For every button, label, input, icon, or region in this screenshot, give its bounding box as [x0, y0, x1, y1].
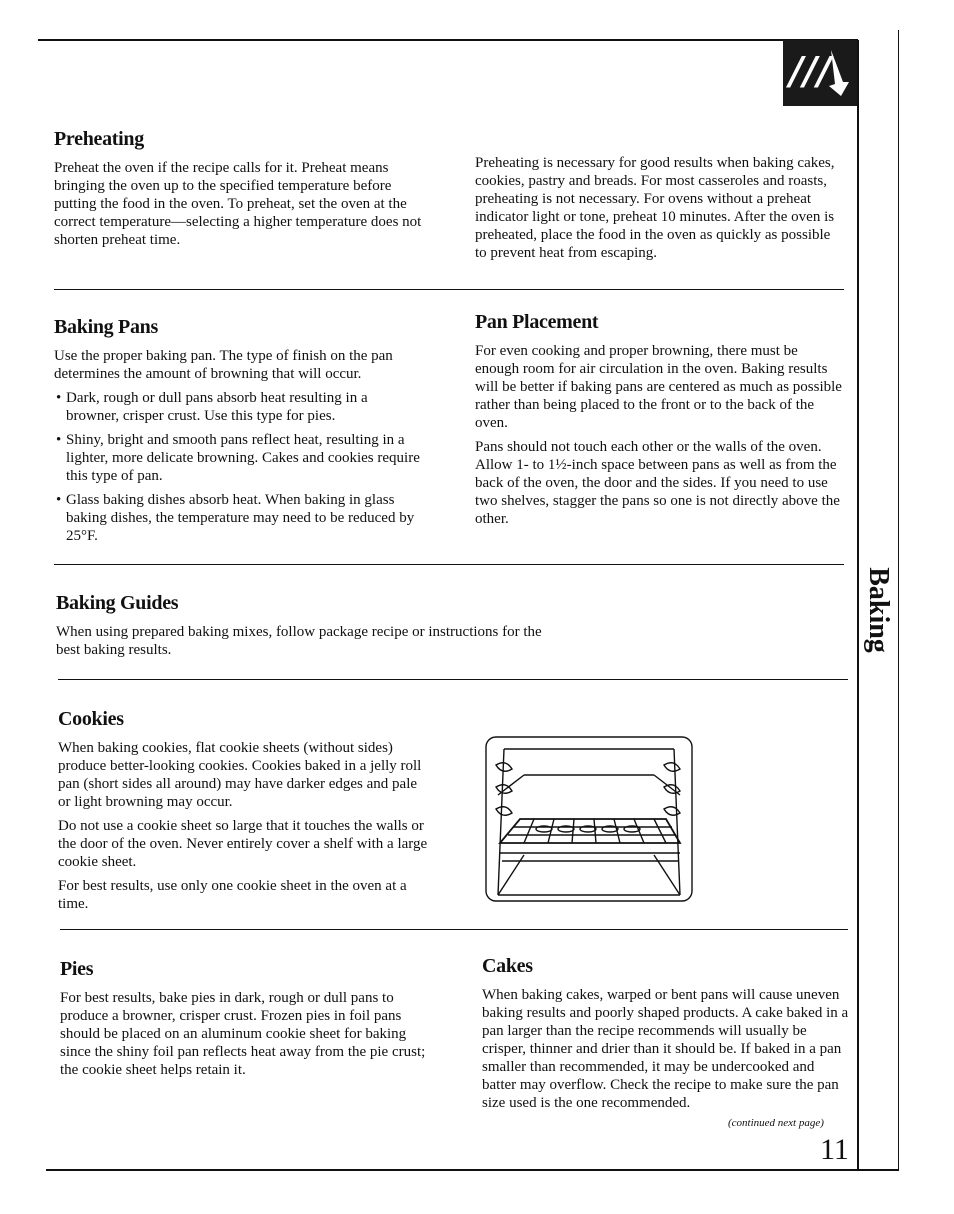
pan-placement-p2: Pans should not touch each other or the walls of the oven. Allow 1- to 1½-inch space between pans as well as from the back of the oven, the door and the sides. If you need to use two shelves, stagger the pans so one is not directly above the other.	[475, 439, 840, 527]
cookies-p3: For best results, use only one cookie sheet in the oven at a time.	[58, 878, 407, 912]
list-item: • Shiny, bright and smooth pans reflect heat, resulting in a lighter, more delicate browning. Cakes and cookies require this type of pan.	[54, 431, 424, 485]
page-number: 11	[820, 1133, 849, 1166]
divider-1	[54, 289, 844, 290]
preheating-left-text: Preheat the oven if the recipe calls for it. Preheat means bringing the oven up to the specified temperature before putting the food in the oven. To preheat, set the oven at the correct temperature—selecting a higher temperature does not shorten preheat time.	[54, 160, 422, 248]
divider-3	[58, 679, 848, 680]
oven-tab-icon	[783, 40, 857, 106]
cakes-text: When baking cakes, warped or bent pans will cause uneven baking results and poorly shaped products. A cake baked in a pan larger than the recipe recommends will usually be crisper, thinner and drier than it should be. If baked in a pan smaller than recommended, it may be undercooked and batter may overflow. Check the recipe to make sure the pan size used is the one recommended.	[482, 987, 849, 1111]
baking-pans-list	[54, 389, 424, 545]
svg-text:///: ///	[789, 48, 831, 93]
side-label-text: Baking	[863, 567, 894, 653]
cakes-title: Cakes	[482, 955, 533, 977]
baking-pans-intro: Use the proper baking pan. The type of finish on the pan determines the amount of browning that will occur.	[54, 348, 393, 382]
cookies-section	[58, 708, 428, 919]
cookies-title: Cookies	[58, 708, 124, 730]
pan-placement-title: Pan Placement	[475, 311, 599, 333]
pies-section	[60, 958, 432, 1085]
cookies-p1: When baking cookies, flat cookie sheets (without sides) produce better-looking cookies. Cookies baked in a jelly roll pan (short sides all around) may have darker edges and pale or light browning may occur.	[58, 740, 422, 810]
preheating-title: Preheating	[54, 128, 144, 150]
preheating-right-text: Preheating is necessary for good results when baking cakes, cookies, pastry and breads. For most casseroles and roasts, preheating is not necessary. For ovens without a preheat indicator light or tone, preheat 10 minutes. After the oven is preheated, place the food in the oven as quickly as possible to prevent heat from escaping.	[475, 155, 835, 261]
list-item: • Glass baking dishes absorb heat. When baking in glass baking dishes, the temperature may need to be reduced by 25°F.	[54, 491, 424, 545]
bottom-rule	[46, 1169, 899, 1171]
divider-2	[54, 564, 844, 565]
pies-text: For best results, bake pies in dark, rough or dull pans to produce a browner, crisper crust. Frozen pies in foil pans should be placed on an aluminum cookie sheet for baking since the shiny foil pan reflects heat away from the pie crust; the cookie sheet helps retain it.	[60, 990, 426, 1078]
section-side-label	[858, 540, 898, 680]
baking-guides-section	[56, 592, 556, 665]
baking-pans-title: Baking Pans	[54, 316, 158, 338]
baking-guides-text: When using prepared baking mixes, follow package recipe or instructions for the best baking results.	[56, 624, 542, 658]
preheating-right-column	[475, 154, 845, 268]
list-item: • Dark, rough or dull pans absorb heat resulting in a browner, crisper crust. Use this type for pies.	[54, 389, 424, 425]
outer-edge-rule	[898, 30, 899, 1170]
cakes-section	[482, 955, 850, 1118]
preheating-section	[54, 128, 434, 255]
pies-title: Pies	[60, 958, 94, 980]
cookies-p2: Do not use a cookie sheet so large that it touches the walls or the door of the oven. Never entirely cover a shelf with a large cookie sheet.	[58, 818, 428, 870]
continued-note: (continued next page)	[728, 1117, 824, 1129]
top-rule	[38, 39, 858, 41]
pan-placement-section	[475, 311, 845, 534]
oven-cookie-sheet-illustration	[484, 735, 694, 903]
pan-placement-p1: For even cooking and proper browning, there must be enough room for air circulation in the oven. Baking results will be better if baking pans are centered as much as possible rather than being placed to the front or to the back of the oven.	[475, 343, 842, 431]
divider-4	[60, 929, 848, 930]
baking-pans-section	[54, 316, 424, 551]
baking-guides-title: Baking Guides	[56, 592, 179, 614]
